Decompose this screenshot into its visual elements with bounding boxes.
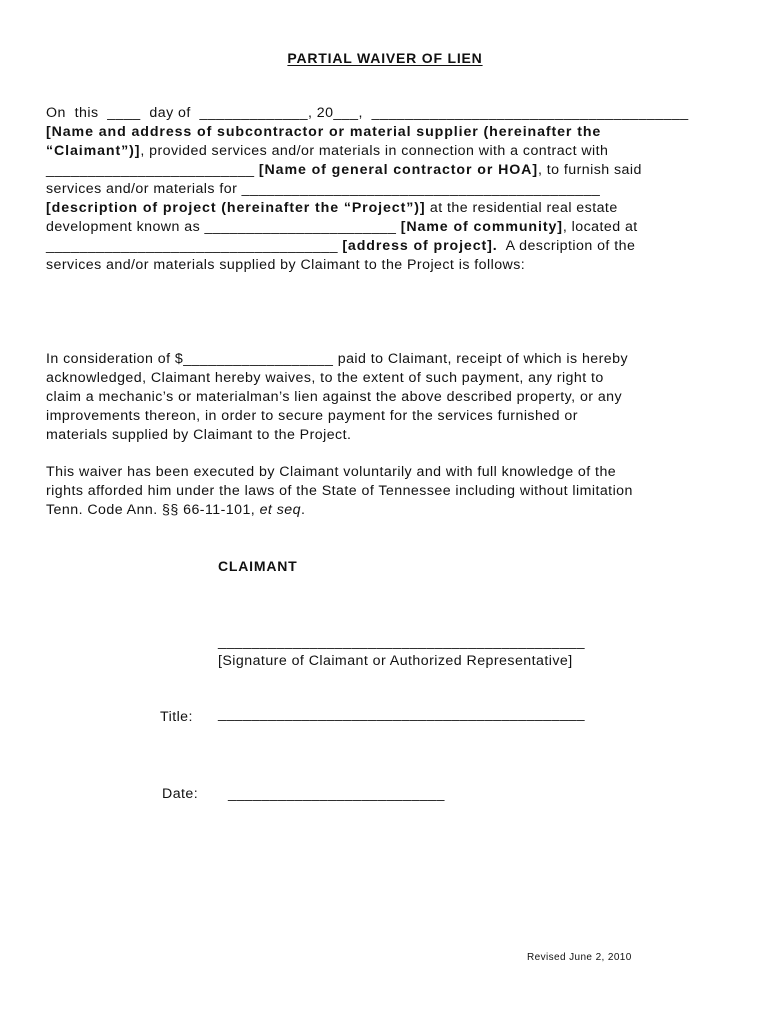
address-blank: ___________________________________: [46, 238, 343, 254]
para2-line5: materials supplied by Claimant to the Project.: [46, 427, 352, 443]
para1-line7-tail: , located at: [562, 219, 638, 235]
para3-line3: [46, 501, 305, 520]
contractor-placeholder: [Name of general contractor or HOA]: [258, 162, 538, 178]
et-seq: et seq: [259, 502, 301, 518]
para1-line3: [46, 142, 608, 161]
claimant-heading: CLAIMANT: [218, 558, 298, 574]
revision-date: Revised June 2, 2010: [527, 952, 632, 963]
para2-line3: claim a mechanic’s or materialman’s lien against the above described property, or any: [46, 389, 623, 405]
project-placeholder: [description of project (hereinafter the “Project”)]: [46, 200, 426, 216]
contractor-blank: _________________________: [46, 162, 259, 178]
community-placeholder: [Name of community]: [400, 219, 563, 235]
para2-line1: In consideration of $__________________ paid to Claimant, receipt of which is hereby: [46, 351, 629, 367]
title-line[interactable]: ____________________________________________: [218, 706, 585, 722]
para2-line4: improvements thereon, in order to secure payment for the services furnished or: [46, 408, 578, 424]
para1-line7-text: development known as _______________________: [46, 219, 401, 235]
date-label: Date:: [162, 786, 199, 802]
para1-line4: [46, 161, 642, 180]
para1-line7: [46, 218, 638, 237]
para1-line4-text: , to furnish said: [537, 162, 642, 178]
para1-line8-text: A description of the: [497, 238, 636, 254]
para3-line2: rights afforded him under the laws of the State of Tennessee including without limitation: [46, 483, 633, 499]
title-label: Title:: [160, 709, 193, 725]
document-title: PARTIAL WAIVER OF LIEN: [287, 50, 483, 66]
para1-line9: services and/or materials supplied by Claimant to the Project is follows:: [46, 257, 526, 273]
para2-line2: acknowledged, Claimant hereby waives, to the extent of such payment, any right to: [46, 370, 604, 386]
para1-line8: [46, 237, 635, 256]
para1-line2-bold: [Name and address of subcontractor or material supplier (hereinafter the: [46, 124, 602, 140]
para1-line6-text: at the residential real estate: [425, 200, 618, 216]
para3-line3-text: Tenn. Code Ann. §§ 66-11-101,: [46, 502, 260, 518]
signature-caption: [Signature of Claimant or Authorized Representative]: [218, 653, 573, 669]
address-placeholder: [address of project].: [342, 238, 498, 254]
claimant-term: “Claimant”)]: [46, 143, 141, 159]
date-line[interactable]: __________________________: [228, 786, 445, 802]
para3-line3-end: .: [300, 502, 306, 518]
para1-line3-text: , provided services and/or materials in connection with a contract with: [140, 143, 609, 159]
para1-line5: services and/or materials for ___________________________________________: [46, 181, 601, 197]
para1-line1: On this ____ day of _____________, 20___, ______________________________________: [46, 105, 689, 121]
para1-line6: [46, 199, 618, 218]
signature-line[interactable]: ____________________________________________: [218, 634, 585, 650]
para3-line1: This waiver has been executed by Claimant voluntarily and with full knowledge of the: [46, 464, 617, 480]
